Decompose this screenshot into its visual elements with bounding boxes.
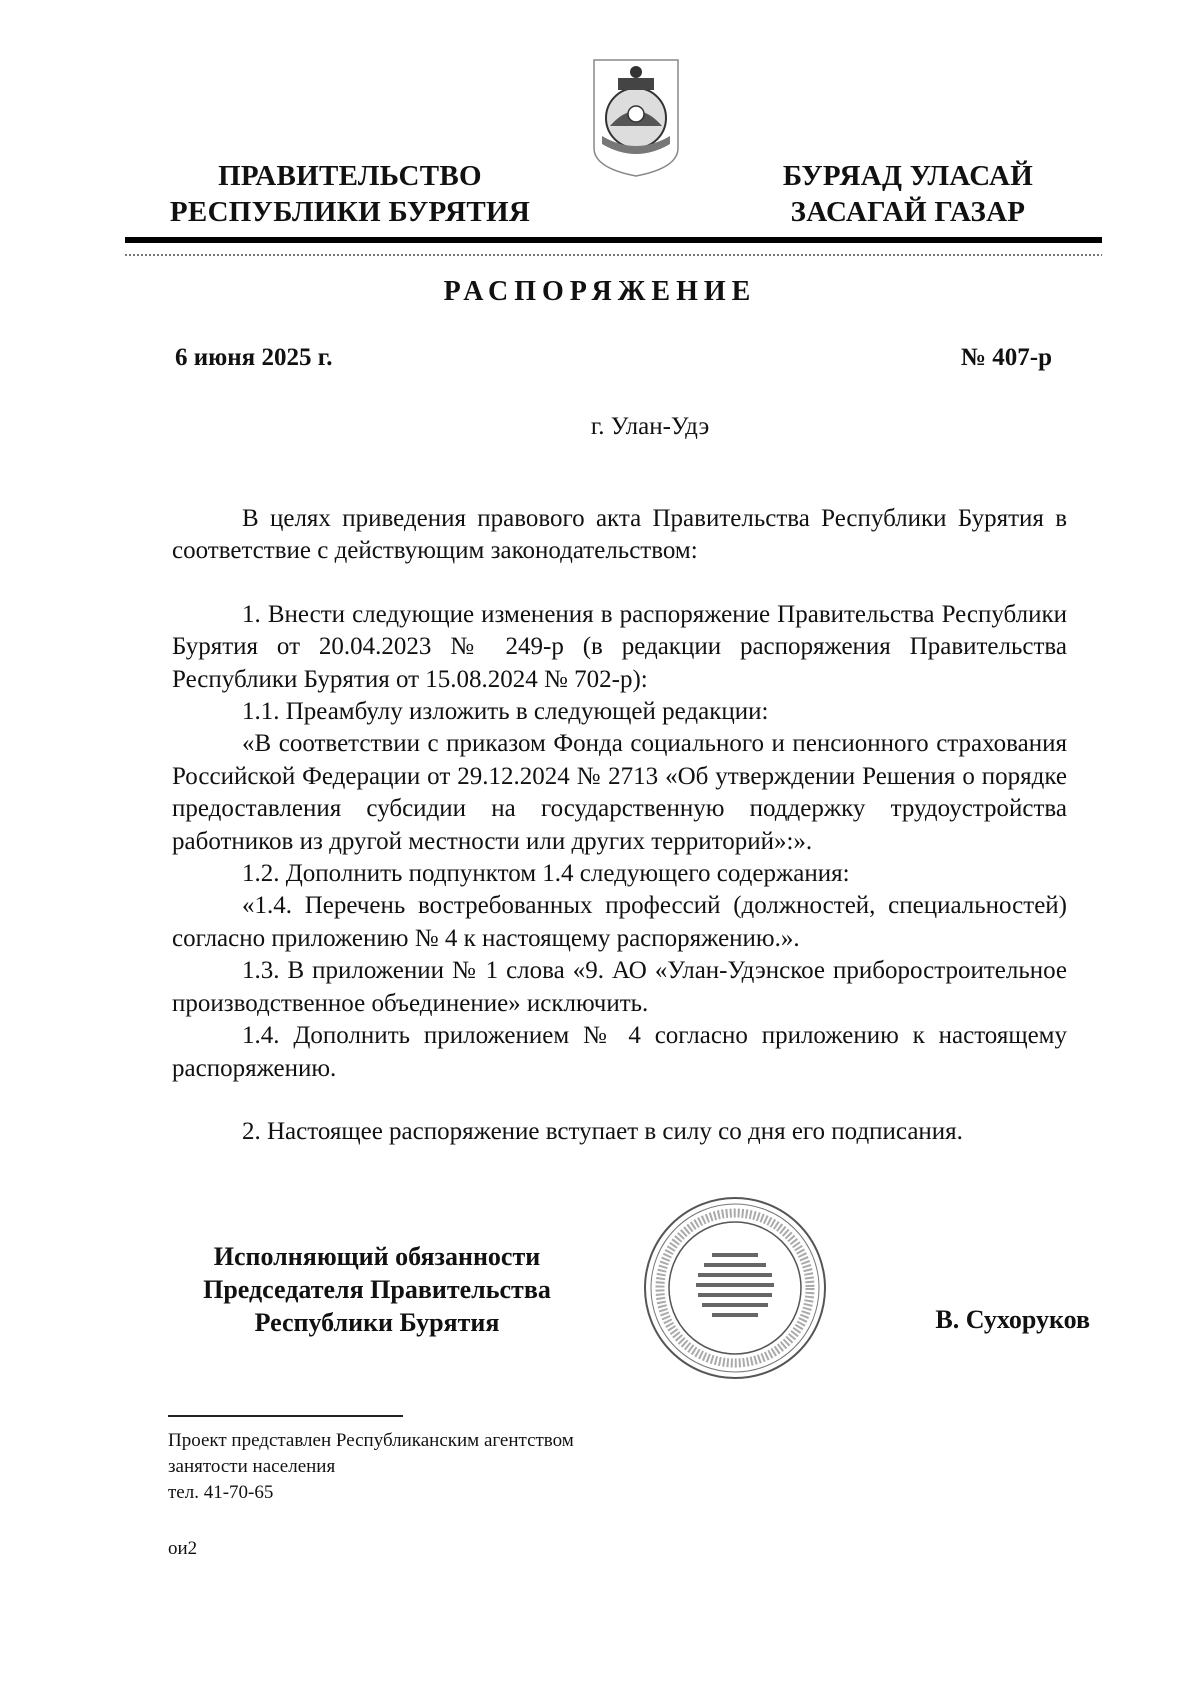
paragraph-1-2-quote: «1.4. Перечень востребованных профессий (должностей, специальностей) согласно приложению № 4 к настоящему распоряжению.». (172, 892, 1067, 952)
signer-position-line2: Председателя Правительства (203, 1275, 551, 1304)
header-left-line1: ПРАВИТЕЛЬСТВО (218, 160, 482, 192)
document-city: г. Улан-Удэ (590, 413, 710, 440)
paragraph-1: 1. Внести следующие изменения в распоряжение Правительства Республики Бурятия от 20.04.2023 № 249-р (в редакции распоряжения Правительства Республики Бурятия от 15.08.2024 № 702-р): (172, 600, 1067, 693)
header-right-line2: ЗАСАГАЙ ГАЗАР (790, 196, 1026, 228)
document-date: 6 июня 2025 г. (175, 344, 333, 371)
paragraph-1-2: 1.2. Дополнить подпунктом 1.4 следующего содержания: (242, 860, 850, 888)
footnote-line3: тел. 41-70-65 (168, 1482, 274, 1503)
paragraph-2: 2. Настоящее распоряжение вступает в силу со дня его подписания. (242, 1117, 963, 1145)
buryatia-coat-of-arms-icon (588, 56, 684, 180)
signer-position-line1: Исполняющий обязанности (213, 1242, 541, 1271)
government-name-russian (150, 158, 550, 230)
header-left-line2: РЕСПУБЛИКИ БУРЯТИЯ (169, 196, 531, 228)
official-seal-icon (642, 1195, 828, 1381)
footnote-line1: Проект представлен Республиканским агентством (168, 1430, 574, 1451)
signer-position (172, 1240, 582, 1339)
signer-name: В. Сухоруков (935, 1305, 1090, 1334)
government-name-buryat (748, 158, 1068, 230)
header-divider-thick (125, 237, 1102, 243)
header-right-line1: БУРЯАД УЛАСАЙ (782, 160, 1034, 192)
signer-position-line3: Республики Бурятия (254, 1308, 500, 1337)
header-divider-thin (125, 254, 1102, 256)
footnote-line2: занятости населения (168, 1456, 336, 1477)
footnote (168, 1428, 574, 1506)
document-body (172, 503, 1067, 1148)
footnote-divider (168, 1415, 403, 1417)
paragraph-1-4: 1.4. Дополнить приложением № 4 согласно приложению к настоящему распоряжению. (172, 1022, 1067, 1082)
preamble-paragraph: В целях приведения правового акта Правительства Республики Бурятия в соответствие с действующим законодательством: (172, 505, 1067, 565)
paragraph-1-3: 1.3. В приложении № 1 слова «9. АО «Улан-Удэнское приборостроительное производственное объединение» исключить. (172, 957, 1067, 1017)
document-code: ои2 (168, 1538, 198, 1559)
document-type: РАСПОРЯЖЕНИЕ (443, 276, 757, 307)
paragraph-1-1-quote: «В соответствии с приказом Фонда социального и пенсионного страхования Российской Федерации от 29.12.2024 № 2713 «Об утверждении Решения о порядке предоставления субсидии на государственную поддержку трудоустройства работников из другой местности или других территорий»:». (172, 730, 1067, 855)
document-number: № 407-р (960, 344, 1052, 371)
paragraph-1-1: 1.1. Преамбулу изложить в следующей редакции: (242, 698, 769, 726)
